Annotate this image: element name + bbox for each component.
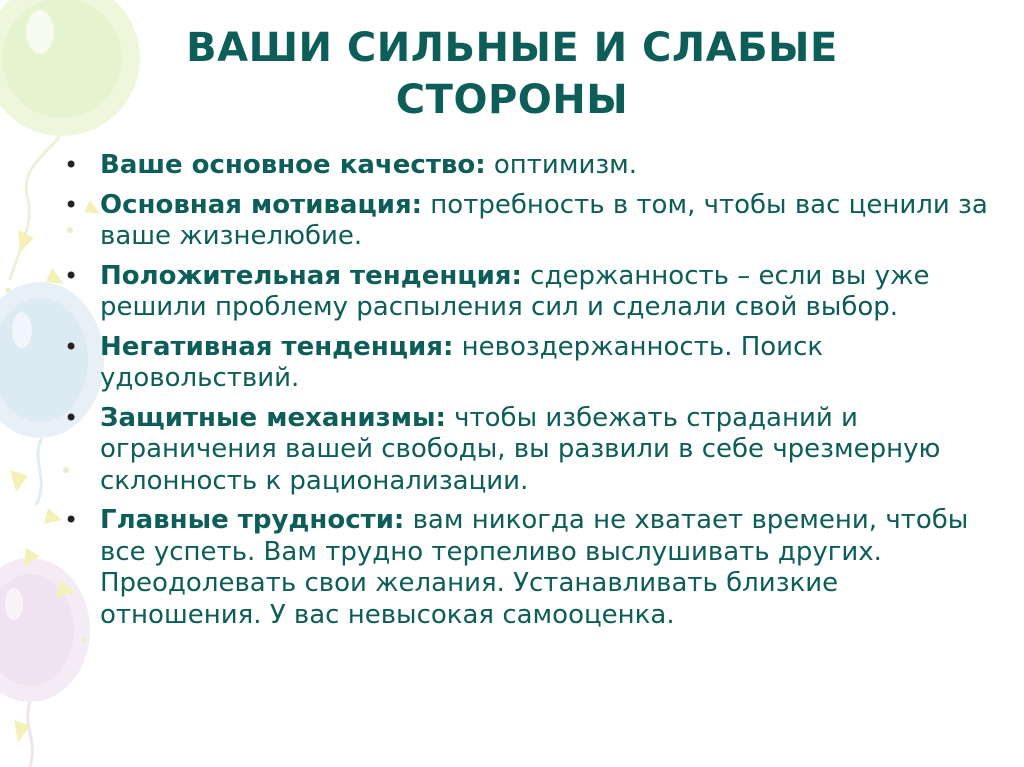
bullet-icon: • [64, 403, 79, 432]
item-text: чтобы избежать страданий и ограничения вашей свободы, вы развили в себе чрезмерную склонность к рационализации. [100, 402, 941, 496]
bullet-icon: • [64, 151, 79, 179]
item-text: сдержанность – если вы уже решили проблему распыления сил и сделали свой выбор. [100, 260, 930, 322]
list-item [64, 261, 994, 324]
bullet-list [64, 150, 994, 639]
list-item [64, 403, 994, 498]
list-item [64, 150, 994, 182]
bullet-icon: • [64, 332, 79, 361]
slide-title-line-2: СТОРОНЫ [395, 77, 629, 123]
slide-title-line-1: ВАШИ СИЛЬНЫЕ И СЛАБЫЕ [186, 25, 838, 71]
list-item [64, 505, 994, 631]
list-item [64, 190, 994, 253]
item-term: Защитные механизмы: [100, 402, 446, 433]
bullet-icon: • [64, 190, 79, 219]
item-term: Негативная тенденция: [100, 331, 454, 362]
item-term: Положительная тенденция: [100, 260, 522, 291]
item-text: вам никогда не хватает времени, чтобы все успеть. Вам трудно терпеливо выслушивать других. Преодолевать свои желания. Устанавливать близкие отношения. У вас невысокая самооценка. [100, 505, 969, 630]
item-term: Основная мотивация: [100, 189, 423, 220]
item-text: невоздержанность. Поиск удовольствий. [100, 331, 824, 393]
list-item [64, 332, 994, 395]
bullet-icon: • [64, 261, 79, 290]
item-term: Главные трудности: [100, 505, 405, 535]
slide-title [0, 22, 1024, 126]
item-text: потребность в том, чтобы вас ценили за ваше жизнелюбие. [100, 189, 988, 251]
item-term: Ваше основное качество: [100, 150, 486, 180]
bullet-icon: • [64, 506, 79, 534]
item-text: оптимизм. [485, 150, 638, 180]
